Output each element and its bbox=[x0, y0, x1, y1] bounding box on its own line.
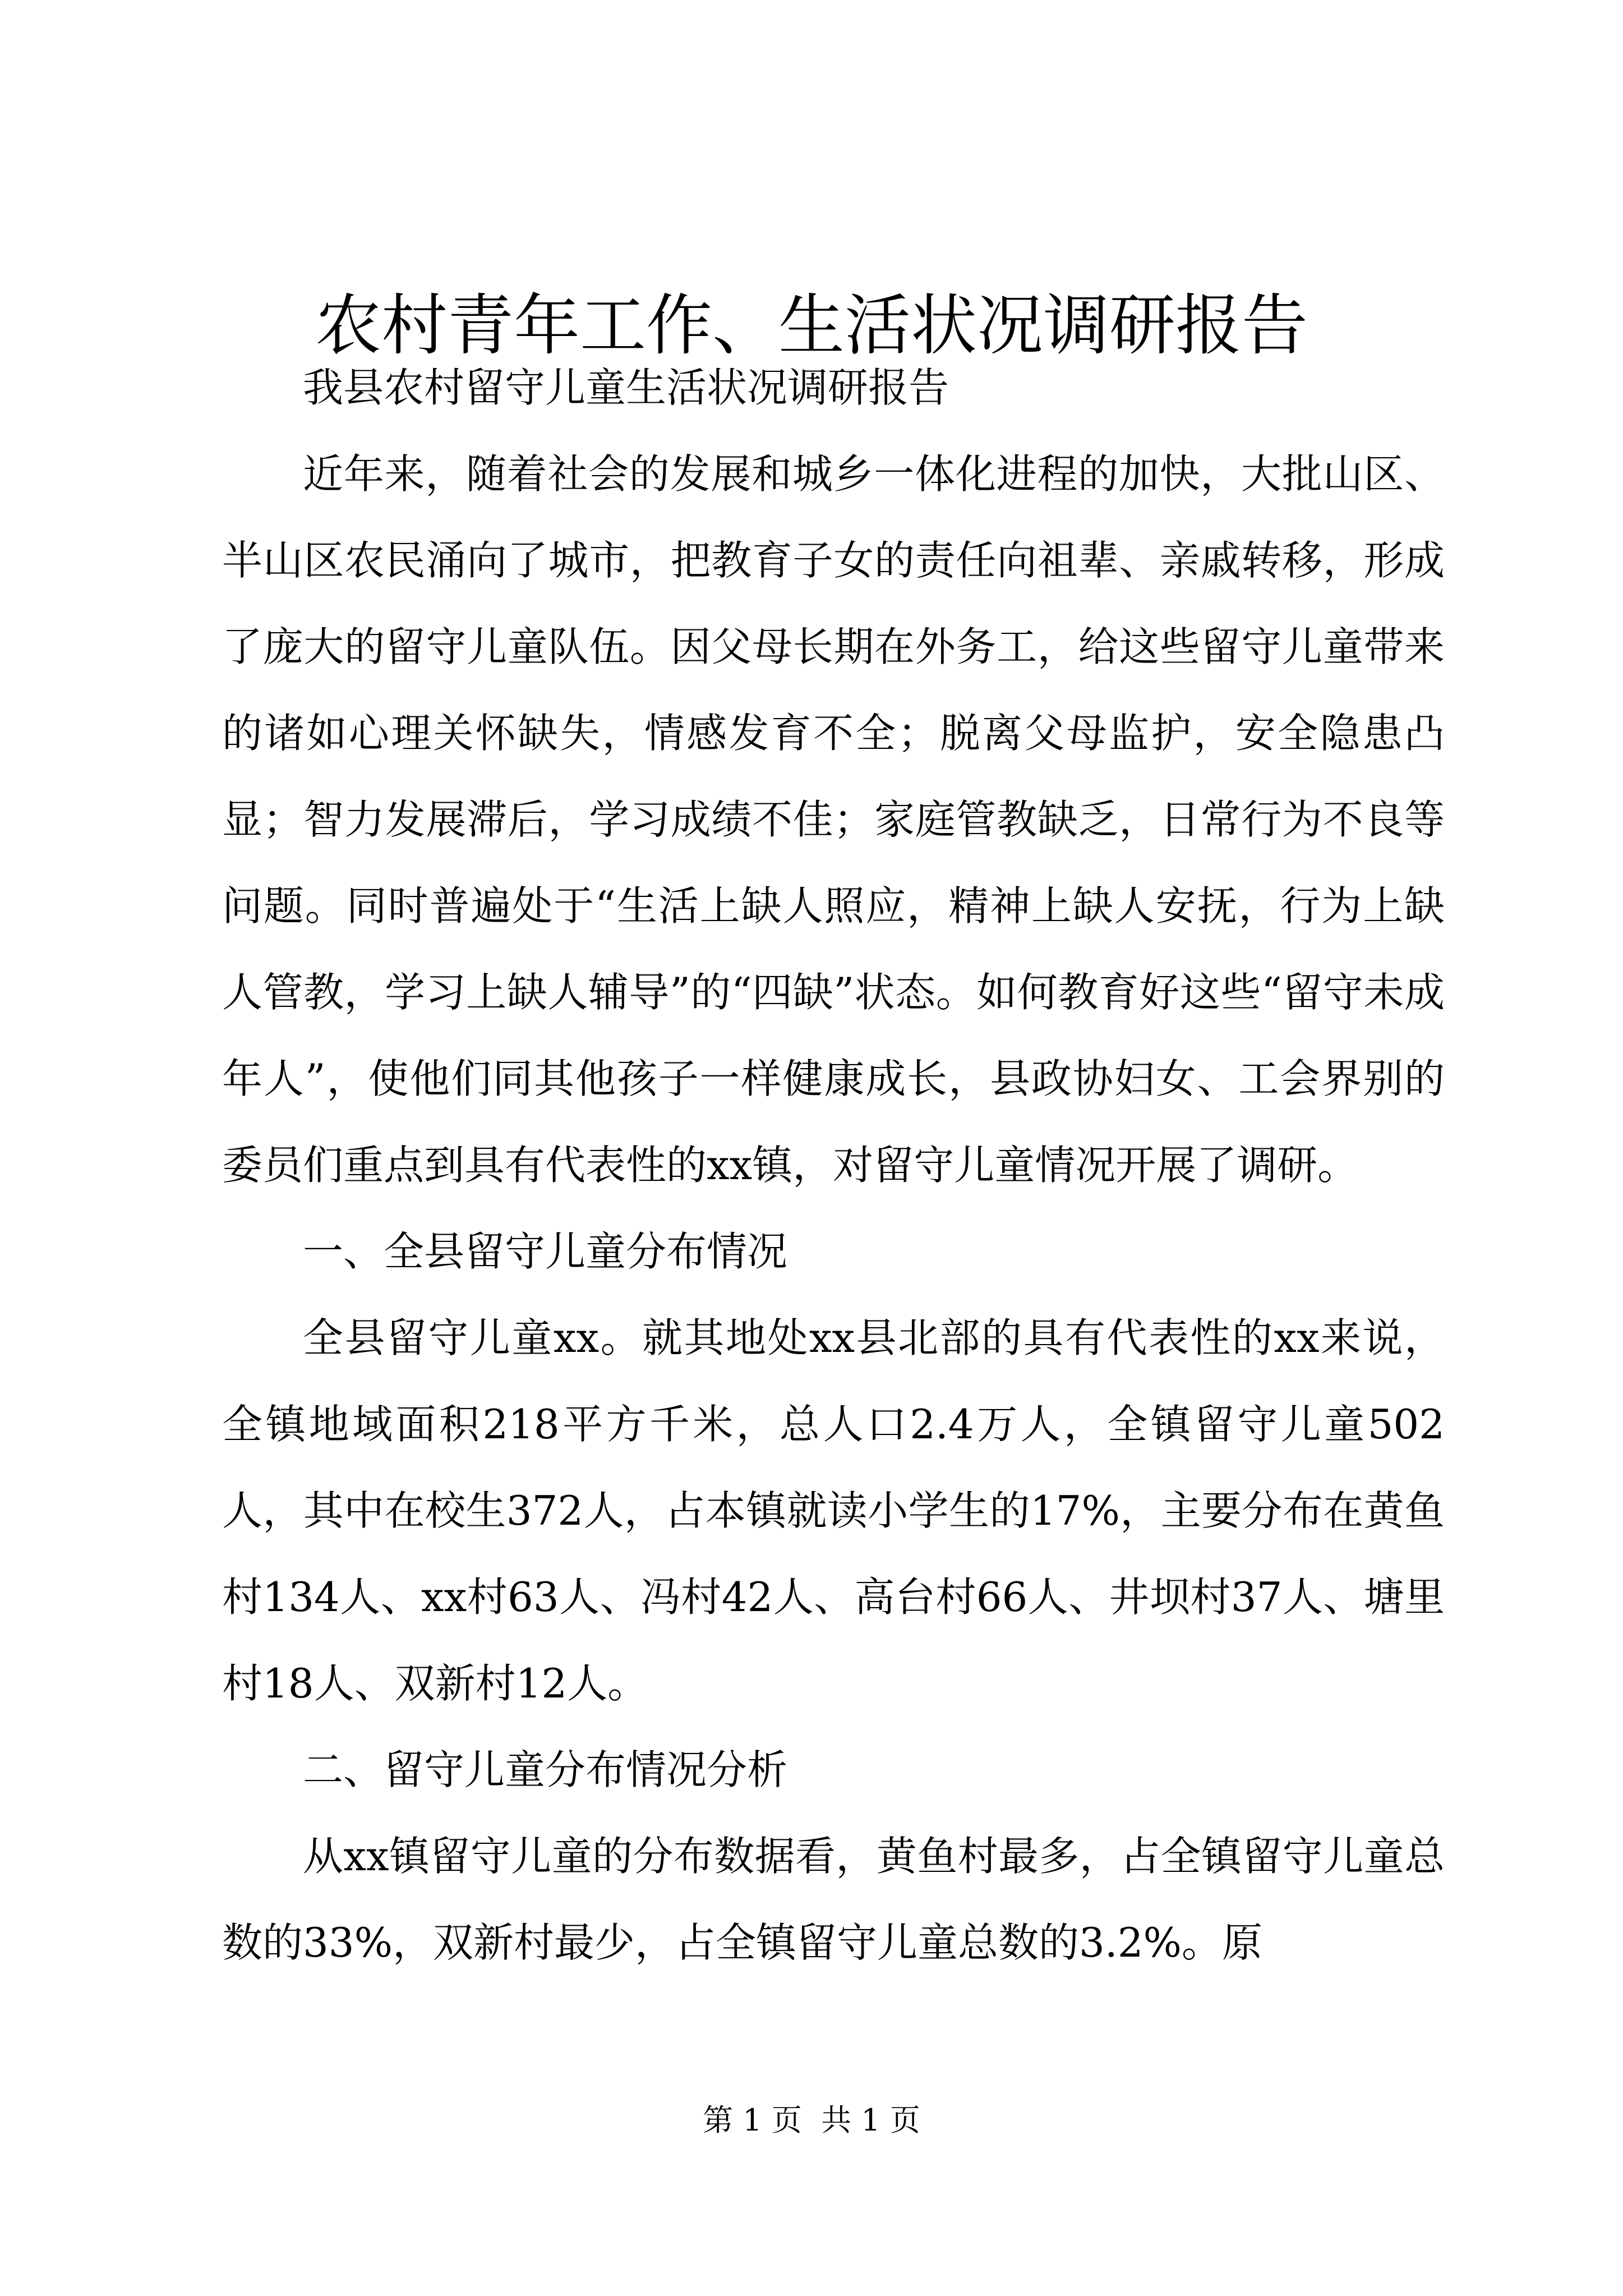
document-body bbox=[222, 344, 1445, 1986]
section-1-paragraph: 全县留守儿童xx。就其地处xx县北部的具有代表性的xx来说，全镇地域面积218平方千米，总人口2.4万人，全镇留守儿童502人，其中在校生372人，占本镇就读小学生的17%，主要分布在黄鱼村134人、xx村63人、冯村42人、高台村66人、井坝村37人、塘里村18人、双新村12人。 bbox=[222, 1314, 1445, 1707]
section-2-paragraph: 从xx镇留守儿童的分布数据看，黄鱼村最多，占全镇留守儿童总数的33%，双新村最少，占全镇留守儿童总数的3.2%。原 bbox=[222, 1833, 1445, 1966]
document-title: 农村青年工作、生活状况调研报告 bbox=[315, 287, 1308, 364]
section-heading-2: 二、留守儿童分布情况分析 bbox=[303, 1746, 788, 1793]
page-footer bbox=[0, 2101, 1623, 2140]
page-number-label: 第 1 页 共 1 页 bbox=[703, 2102, 920, 2138]
section-heading-1: 一、全县留守儿童分布情况 bbox=[303, 1228, 788, 1275]
intro-paragraph: 近年来，随着社会的发展和城乡一体化进程的加快，大批山区、半山区农民涌向了城市，把教育子女的责任向祖辈、亲戚转移，形成了庞大的留守儿童队伍。因父母长期在外务工，给这些留守儿童带来的诸如心理关怀缺失，情感发育不全；脱离父母监护，安全隐患凸显；智力发展滞后，学习成绩不佳；家庭管教缺乏，日常行为不良等问题。同时普遍处于“生活上缺人照应，精神上缺人安抚，行为上缺人管教，学习上缺人辅导”的“四缺”状态。如何教育好这些“留守未成年人”，使他们同其他孩子一样健康成长，县政协妇女、工会界别的委员们重点到具有代表性的xx镇，对留守儿童情况开展了调研。 bbox=[222, 450, 1445, 1189]
report-subtitle: 我县农村留守儿童生活状况调研报告 bbox=[303, 364, 949, 411]
